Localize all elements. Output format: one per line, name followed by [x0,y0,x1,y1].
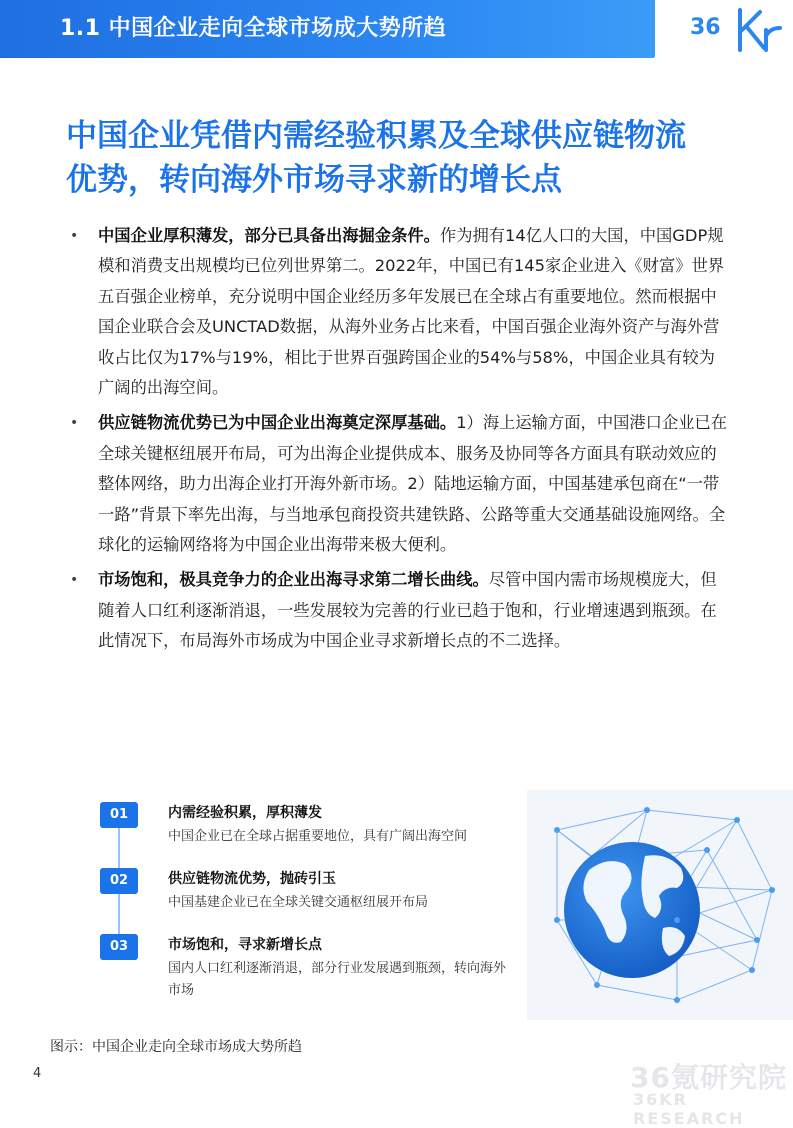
bullet-body: 尽管中国内需市场规模庞大，但随着人口红利逐渐消退，一些发展较为完善的行业已趋于饱和，行业增速遇到瓶颈。在此情况下，布局海外市场成为中国企业寻求新增长点的不二选择。 [98,570,717,651]
svg-text:36: 36 [690,15,721,40]
36kr-logo-icon [668,4,788,54]
step-title: 供应链物流优势，抛砖引玉 [168,871,336,887]
figure-caption: 图示：中国企业走向全球市场成大势所趋 [50,1039,302,1055]
header-bar [0,0,655,58]
watermark-en: 36KR RESEARCH [633,1090,745,1128]
bullet-item [68,565,728,656]
step-description: 国内人口红利逐渐消退，部分行业发展遇到瓶颈，转向海外市场 [168,961,507,998]
steps-timeline [100,800,520,998]
step-title: 内需经验积累，厚积薄发 [168,805,322,821]
bullet-lead: 供应链物流优势已为中国企业出海奠定深厚基础。 [98,413,457,433]
step-connector [118,828,120,868]
step-connector [118,894,120,934]
step-number-badge: 02 [100,868,138,894]
step-number-badge: 03 [100,934,138,960]
bullet-dot-icon: • [70,572,79,589]
watermark-cn: 36氪研究院 [630,1061,787,1094]
bullet-dot-icon: • [70,415,79,432]
step-title: 市场饱和，寻求新增长点 [168,937,322,953]
step-item [100,866,520,932]
globe-illustration [527,790,793,1020]
bullet-item [68,408,728,560]
bullet-list [68,221,728,662]
page-title-line-2: 优势，转向海外市场寻求新的增长点 [66,162,562,198]
step-description: 中国企业已在全球占据重要地位，具有广阔出海空间 [168,829,468,844]
globe-network-icon [527,790,793,1020]
step-item [100,800,520,866]
page-title [66,114,746,202]
bullet-item [68,221,728,403]
step-item [100,932,520,998]
bullet-lead: 市场饱和，极具竞争力的企业出海寻求第二增长曲线。 [98,570,489,590]
section-title: 1.1 中国企业走向全球市场成大势所趋 [60,16,447,41]
page-title-line-1: 中国企业凭借内需经验积累及全球供应链物流 [66,118,686,154]
bullet-lead: 中国企业厚积薄发，部分已具备出海掘金条件。 [98,226,440,245]
bullet-body: 作为拥有14亿人口的大国，中国GDP规模和消费支出规模均已位列世界第二。2022年，中国已有145家企业进入《财富》世界五百强企业榜单，充分说明中国企业经历多年发展已在全球占有重要地位。然而根据中国企业联合会及UNCTAD数据，从海外业务占比来看，中国百强企业海外资产与海外营收占比仅为17%与19%，相比于世界百强跨国企业的54%与58%，中国企业具有较为广阔的出海空间。 [98,226,725,398]
step-description: 中国基建企业已在全球关键交通枢纽展开布局 [168,895,429,910]
step-number-badge: 01 [100,802,138,828]
page-number: 4 [33,1066,42,1081]
bullet-body: 1）海上运输方面，中国港口企业已在全球关键枢纽展开布局，可为出海企业提供成本、服务及协同等各方面具有联动效应的整体网络，助力出海企业打开海外新市场。2）陆地运输方面，中国基建承包商在“一带一路”背景下率先出海，与当地承包商投资共建铁路、公路等重大交通基础设施网络。全球化的运输网络将为中国企业出海带来极大便利。 [98,413,728,555]
bullet-dot-icon: • [70,228,79,244]
